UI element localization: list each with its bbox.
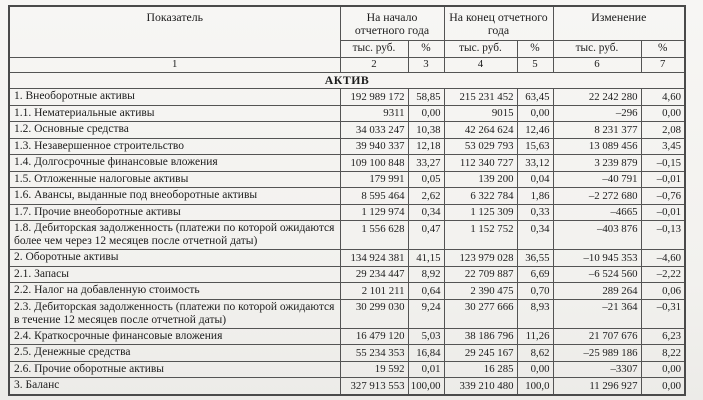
change-value-cell: –296 <box>553 105 641 122</box>
row-label-cell: 2.2. Налог на добавленную стоимость <box>9 283 340 300</box>
begin-pct-cell: 100,00 <box>408 378 444 395</box>
end-pct-cell: 15,63 <box>517 138 553 155</box>
change-pct-cell: 2,08 <box>641 122 685 139</box>
change-value-cell: –403 876 <box>553 221 641 250</box>
change-pct-cell: –0,15 <box>641 155 685 172</box>
begin-value-cell: 327 913 553 <box>340 378 408 395</box>
begin-value-cell: 1 556 628 <box>340 221 408 250</box>
change-value-cell: –4665 <box>553 204 641 221</box>
unit-header-end-value: тыс. руб. <box>444 41 517 58</box>
table-header <box>9 6 685 73</box>
section-title: АКТИВ <box>9 73 685 89</box>
table-row <box>9 378 685 395</box>
change-pct-cell: –0,01 <box>641 171 685 188</box>
column-number-row <box>9 58 685 73</box>
begin-value-cell: 2 101 211 <box>340 283 408 300</box>
begin-value-cell: 29 234 447 <box>340 266 408 283</box>
end-pct-cell: 0,34 <box>517 221 553 250</box>
begin-pct-cell: 41,15 <box>408 250 444 267</box>
end-pct-cell: 8,62 <box>517 345 553 362</box>
column-number: 4 <box>444 58 517 73</box>
row-label-cell: 1.6. Авансы, выданные под внеоборотные активы <box>9 188 340 205</box>
table-row <box>9 155 685 172</box>
end-pct-cell: 63,45 <box>517 89 553 106</box>
end-value-cell: 6 322 784 <box>444 188 517 205</box>
begin-value-cell: 19 592 <box>340 361 408 378</box>
change-pct-cell: 3,45 <box>641 138 685 155</box>
table-row <box>9 328 685 345</box>
begin-pct-cell: 58,85 <box>408 89 444 106</box>
begin-value-cell: 39 940 337 <box>340 138 408 155</box>
row-label-cell: 1.3. Незавершенное строительство <box>9 138 340 155</box>
table-row <box>9 171 685 188</box>
column-number: 7 <box>641 58 685 73</box>
row-label-cell: 2.1. Запасы <box>9 266 340 283</box>
end-pct-cell: 8,93 <box>517 299 553 328</box>
end-pct-cell: 0,33 <box>517 204 553 221</box>
change-pct-cell: –0,01 <box>641 204 685 221</box>
begin-value-cell: 34 033 247 <box>340 122 408 139</box>
end-value-cell: 38 186 796 <box>444 328 517 345</box>
end-value-cell: 53 029 793 <box>444 138 517 155</box>
table-row <box>9 250 685 267</box>
column-header-end-of-year: На конец отчетного года <box>444 6 553 41</box>
begin-value-cell: 16 479 120 <box>340 328 408 345</box>
change-value-cell: 11 296 927 <box>553 378 641 395</box>
begin-pct-cell: 0,00 <box>408 105 444 122</box>
unit-header-begin-pct: % <box>408 41 444 58</box>
begin-pct-cell: 12,18 <box>408 138 444 155</box>
column-header-begin-of-year: На начало отчетного года <box>340 6 444 41</box>
end-value-cell: 112 340 727 <box>444 155 517 172</box>
row-label-cell: 1.2. Основные средства <box>9 122 340 139</box>
column-header-indicator: Показатель <box>9 6 340 58</box>
begin-value-cell: 8 595 464 <box>340 188 408 205</box>
table-row <box>9 361 685 378</box>
end-value-cell: 123 979 028 <box>444 250 517 267</box>
table-row <box>9 204 685 221</box>
section-title-row <box>9 73 685 89</box>
begin-pct-cell: 0,34 <box>408 204 444 221</box>
row-label-cell: 2.3. Дебиторская задолженность (платежи по которой ожидаются в течение 12 месяцев после отчетной даты) <box>9 299 340 328</box>
end-pct-cell: 1,86 <box>517 188 553 205</box>
end-pct-cell: 0,70 <box>517 283 553 300</box>
row-label-cell: 1. Внеоборотные активы <box>9 89 340 106</box>
table-row <box>9 345 685 362</box>
end-pct-cell: 0,00 <box>517 361 553 378</box>
end-pct-cell: 6,69 <box>517 266 553 283</box>
change-value-cell: –40 791 <box>553 171 641 188</box>
row-label-cell: 1.7. Прочие внеоборотные активы <box>9 204 340 221</box>
end-pct-cell: 100,0 <box>517 378 553 395</box>
table-body <box>9 73 685 395</box>
change-pct-cell: –0,76 <box>641 188 685 205</box>
change-pct-cell: 8,22 <box>641 345 685 362</box>
unit-header-end-pct: % <box>517 41 553 58</box>
column-header-change: Изменение <box>553 6 685 41</box>
begin-value-cell: 192 989 172 <box>340 89 408 106</box>
begin-pct-cell: 0,05 <box>408 171 444 188</box>
change-value-cell: 21 707 676 <box>553 328 641 345</box>
end-value-cell: 42 264 624 <box>444 122 517 139</box>
change-value-cell: 13 089 456 <box>553 138 641 155</box>
end-value-cell: 1 152 752 <box>444 221 517 250</box>
table-row <box>9 138 685 155</box>
end-value-cell: 16 285 <box>444 361 517 378</box>
end-pct-cell: 36,55 <box>517 250 553 267</box>
end-pct-cell: 0,04 <box>517 171 553 188</box>
change-pct-cell: 0,00 <box>641 105 685 122</box>
end-value-cell: 339 210 480 <box>444 378 517 395</box>
end-pct-cell: 0,00 <box>517 105 553 122</box>
unit-header-begin-value: тыс. руб. <box>340 41 408 58</box>
change-pct-cell: 0,00 <box>641 361 685 378</box>
table-row <box>9 188 685 205</box>
begin-pct-cell: 16,84 <box>408 345 444 362</box>
change-pct-cell: 0,00 <box>641 378 685 395</box>
change-pct-cell: 4,60 <box>641 89 685 106</box>
change-value-cell: –21 364 <box>553 299 641 328</box>
end-value-cell: 2 390 475 <box>444 283 517 300</box>
begin-pct-cell: 8,92 <box>408 266 444 283</box>
column-number: 1 <box>9 58 340 73</box>
table-row <box>9 221 685 250</box>
table-row <box>9 105 685 122</box>
begin-pct-cell: 0,47 <box>408 221 444 250</box>
row-label-cell: 3. Баланс <box>9 378 340 395</box>
begin-pct-cell: 2,62 <box>408 188 444 205</box>
end-value-cell: 29 245 167 <box>444 345 517 362</box>
change-value-cell: –25 989 186 <box>553 345 641 362</box>
begin-value-cell: 55 234 353 <box>340 345 408 362</box>
table-row <box>9 299 685 328</box>
begin-value-cell: 1 129 974 <box>340 204 408 221</box>
unit-header-change-value: тыс. руб. <box>553 41 641 58</box>
end-value-cell: 30 277 666 <box>444 299 517 328</box>
change-pct-cell: –4,60 <box>641 250 685 267</box>
row-label-cell: 1.8. Дебиторская задолженность (платежи по которой ожидаются более чем через 12 месяцев после отчетной даты) <box>9 221 340 250</box>
table-row <box>9 89 685 106</box>
header-group-row <box>9 6 685 41</box>
begin-pct-cell: 33,27 <box>408 155 444 172</box>
begin-pct-cell: 10,38 <box>408 122 444 139</box>
row-label-cell: 1.1. Нематериальные активы <box>9 105 340 122</box>
end-value-cell: 9015 <box>444 105 517 122</box>
change-value-cell: –2 272 680 <box>553 188 641 205</box>
row-label-cell: 2.5. Денежные средства <box>9 345 340 362</box>
change-value-cell: –6 524 560 <box>553 266 641 283</box>
change-value-cell: 22 242 280 <box>553 89 641 106</box>
column-number: 6 <box>553 58 641 73</box>
end-pct-cell: 12,46 <box>517 122 553 139</box>
end-pct-cell: 11,26 <box>517 328 553 345</box>
table-row <box>9 283 685 300</box>
begin-value-cell: 109 100 848 <box>340 155 408 172</box>
column-number: 3 <box>408 58 444 73</box>
change-value-cell: 8 231 377 <box>553 122 641 139</box>
begin-pct-cell: 9,24 <box>408 299 444 328</box>
row-label-cell: 1.4. Долгосрочные финансовые вложения <box>9 155 340 172</box>
row-label-cell: 1.5. Отложенные налоговые активы <box>9 171 340 188</box>
change-value-cell: 289 264 <box>553 283 641 300</box>
begin-pct-cell: 0,01 <box>408 361 444 378</box>
row-label-cell: 2. Оборотные активы <box>9 250 340 267</box>
change-pct-cell: 6,23 <box>641 328 685 345</box>
begin-value-cell: 9311 <box>340 105 408 122</box>
begin-value-cell: 134 924 381 <box>340 250 408 267</box>
begin-pct-cell: 5,03 <box>408 328 444 345</box>
change-pct-cell: –0,13 <box>641 221 685 250</box>
column-number: 5 <box>517 58 553 73</box>
unit-header-change-pct: % <box>641 41 685 58</box>
end-pct-cell: 33,12 <box>517 155 553 172</box>
change-value-cell: –10 945 353 <box>553 250 641 267</box>
change-value-cell: 3 239 879 <box>553 155 641 172</box>
change-value-cell: –3307 <box>553 361 641 378</box>
begin-value-cell: 179 991 <box>340 171 408 188</box>
column-number: 2 <box>340 58 408 73</box>
balance-sheet-table <box>8 5 686 396</box>
change-pct-cell: –2,22 <box>641 266 685 283</box>
change-pct-cell: 0,06 <box>641 283 685 300</box>
table-row <box>9 266 685 283</box>
row-label-cell: 2.4. Краткосрочные финансовые вложения <box>9 328 340 345</box>
change-pct-cell: –0,31 <box>641 299 685 328</box>
begin-value-cell: 30 299 030 <box>340 299 408 328</box>
begin-pct-cell: 0,64 <box>408 283 444 300</box>
end-value-cell: 22 709 887 <box>444 266 517 283</box>
end-value-cell: 215 231 452 <box>444 89 517 106</box>
table-row <box>9 122 685 139</box>
row-label-cell: 2.6. Прочие оборотные активы <box>9 361 340 378</box>
end-value-cell: 1 125 309 <box>444 204 517 221</box>
end-value-cell: 139 200 <box>444 171 517 188</box>
